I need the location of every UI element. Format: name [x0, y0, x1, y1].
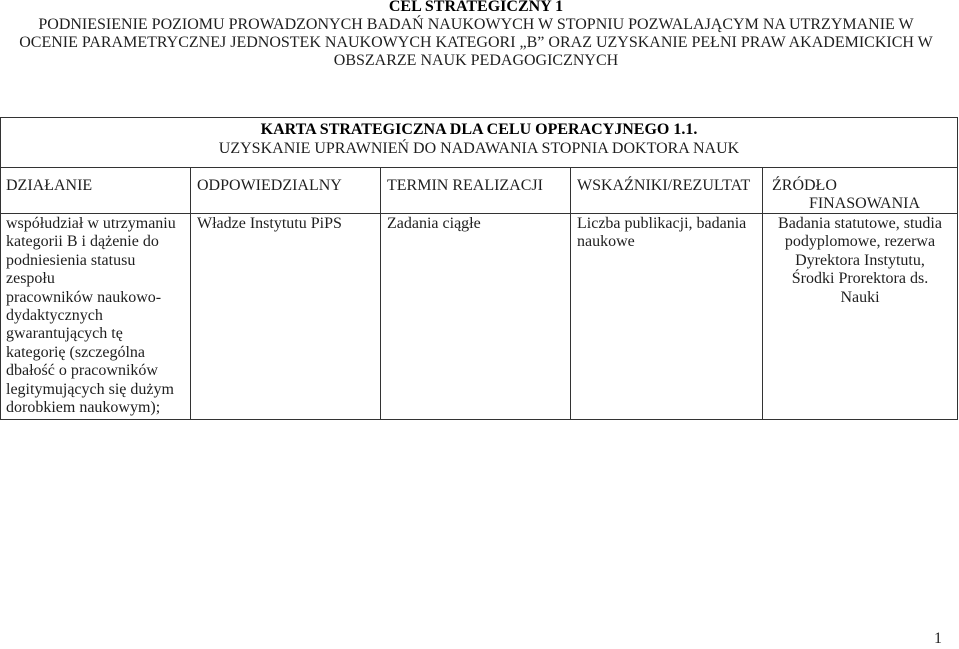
table-row-responsible-cell: Władze Instytutu PiPS [197, 215, 342, 232]
table-row-indicators-cell [577, 215, 746, 252]
action-text-line: dorobkiem naukowym); [6, 399, 161, 417]
strategic-goal-description-line-1: PODNIESIENIE POZIOMU PROWADZONYCH BADAŃ NAUKOWYCH W STOPNIU POZWALAJĄCYM NA UTRZYMANIE W [38, 16, 914, 33]
strategic-goal-title: CEL STRATEGICZNY 1 [388, 0, 564, 15]
operational-goal-card [0, 117, 958, 168]
action-text-line: podniesienia statusu [6, 251, 136, 269]
indicators-text-line: Liczba publikacji, badania [577, 215, 747, 232]
funding-source-text-line: Nauki [840, 288, 880, 306]
column-header-funding-source [763, 177, 957, 214]
column-divider-3 [570, 168, 571, 419]
funding-source-text-line: podyplomowe, rezerwa [784, 233, 936, 251]
action-text-line: współudział w utrzymaniu [6, 215, 176, 232]
action-text-line: kategorię (szczególna [6, 343, 146, 361]
funding-source-text-line: Środki Prorektora ds. [791, 270, 929, 288]
column-header-indicators: WSKAŹNIKI/REZULTAT [577, 177, 751, 194]
column-divider-2 [380, 168, 381, 419]
operational-goal-card-title: KARTA STRATEGICZNA DLA CELU OPERACYJNEGO 1.1. [260, 121, 698, 138]
column-divider-1 [190, 168, 191, 419]
action-text-line: gwarantujących tę [6, 325, 123, 343]
funding-source-text-line: Dyrektora Instytutu, [795, 251, 925, 269]
column-header-funding-source-line-1: ŹRÓDŁO [772, 177, 837, 194]
table-row-action-cell [6, 215, 176, 417]
column-header-funding-source-line-2: FINASOWANIA [808, 195, 921, 213]
strategic-goal-description-line-2: OCENIE PARAMETRYCZNEJ JEDNOSTEK NAUKOWYCH KATEGORI „B” ORAZ UZYSKANIE PEŁNI PRAW AKADEMICKICH W [19, 34, 933, 51]
table-row-funding-source-cell [763, 215, 957, 307]
funding-source-text-line: Badania statutowe, studia [778, 215, 942, 232]
page-number: 1 [934, 630, 942, 647]
action-text-line: kategorii B i dążenie do [6, 233, 159, 251]
indicators-text-line: naukowe [577, 233, 635, 251]
column-header-action: DZIAŁANIE [6, 177, 93, 194]
action-text-line: dbałość o pracowników [6, 362, 158, 380]
action-text-line: dydaktycznych [6, 307, 103, 325]
column-header-responsible: ODPOWIEDZIALNY [197, 177, 342, 194]
strategic-goal-header [0, 0, 952, 70]
table-row-deadline-cell: Zadania ciągłe [387, 215, 481, 232]
strategy-table [0, 167, 958, 420]
column-header-deadline: TERMIN REALIZACJI [387, 177, 543, 194]
action-text-line: zespołu [6, 270, 55, 288]
action-text-line: pracowników naukowo- [6, 288, 162, 306]
strategic-goal-description-line-3: OBSZARZE NAUK PEDAGOGICZNYCH [333, 52, 619, 69]
operational-goal-card-subtitle: UZYSKANIE UPRAWNIEŃ DO NADAWANIA STOPNIA DOKTORA NAUK [218, 140, 740, 157]
action-text-line: legitymujących się dużym [6, 380, 174, 398]
